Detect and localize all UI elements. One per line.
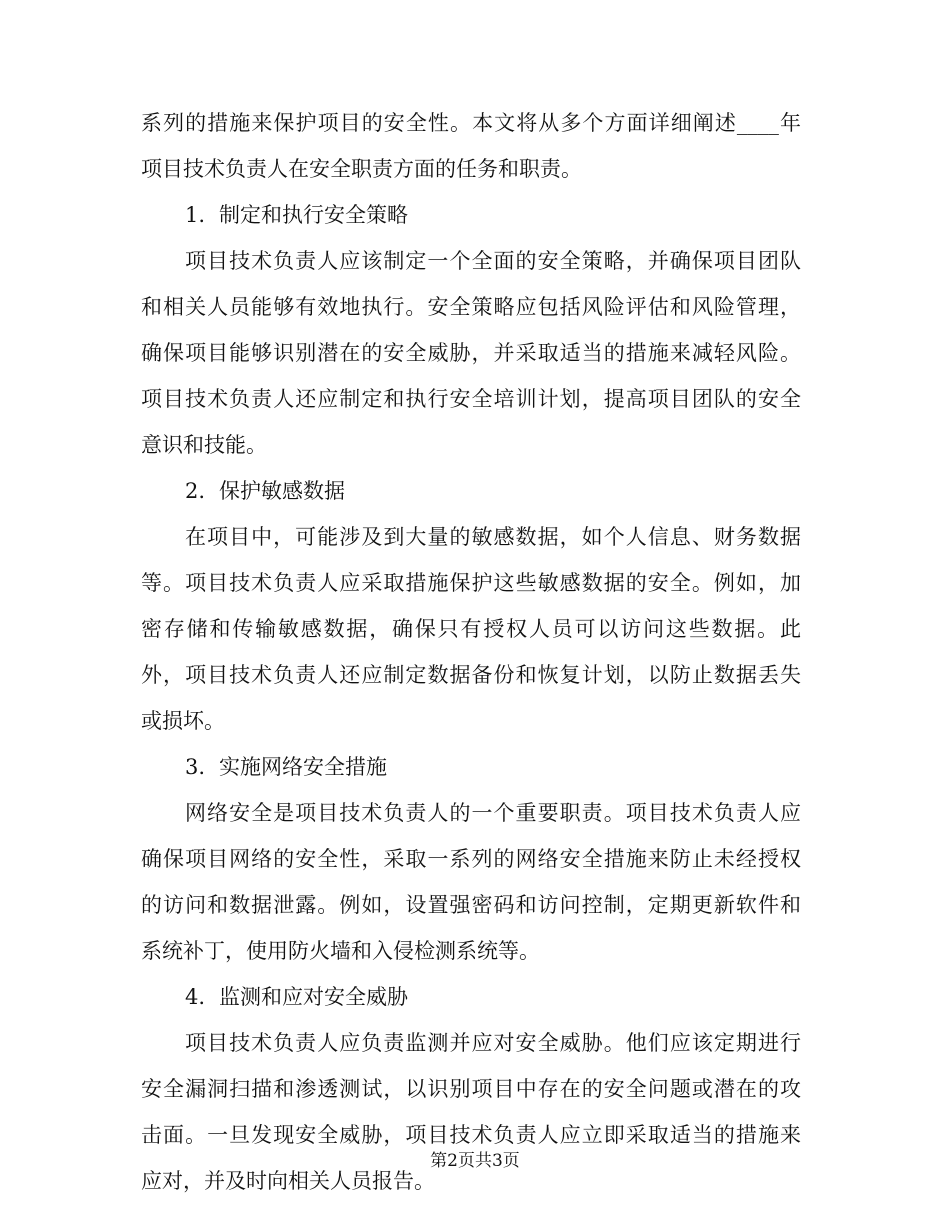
paragraph-line: 和相关人员能够有效地执行。安全策略应包括风险评估和风险管理，: [141, 295, 801, 319]
intro-line: 系列的措施来保护项目的安全性。本文将从多个方面详细阐述____年: [141, 111, 801, 135]
paragraph-line: 安全漏洞扫描和渗透测试，以识别项目中存在的安全问题或潜在的攻: [141, 1077, 801, 1101]
paragraph-line: 或损坏。: [141, 709, 225, 733]
paragraph-line: 项目技术负责人应该制定一个全面的安全策略，并确保项目团队: [185, 249, 801, 273]
section-number: 4.: [185, 985, 206, 1009]
paragraph-line: 项目技术负责人还应制定和执行安全培训计划，提高项目团队的安全: [141, 387, 801, 411]
section-heading: [141, 192, 801, 238]
section-heading: [141, 468, 801, 514]
section-heading: [141, 974, 801, 1020]
section-number: 3.: [185, 755, 206, 779]
paragraph-line: 击面。一旦发现安全威胁，项目技术负责人应立即采取适当的措施来: [141, 1123, 801, 1147]
section-title: 制定和执行安全策略: [219, 203, 408, 227]
paragraph-line: 系统补丁，使用防火墙和入侵检测系统等。: [141, 939, 540, 963]
paragraph-line: 确保项目网络的安全性，采取一系列的网络安全措施来防止未经授权: [141, 847, 801, 871]
paragraph-line: 确保项目能够识别潜在的安全威胁，并采取适当的措施来减轻风险。: [141, 341, 801, 365]
section-title: 实施网络安全措施: [219, 755, 387, 779]
section-heading: [141, 744, 801, 790]
paragraph-line: 意识和技能。: [141, 433, 267, 457]
section-title: 保护敏感数据: [219, 479, 345, 503]
section-number: 2.: [185, 479, 206, 503]
section-number: 1.: [185, 203, 206, 227]
paragraph-line: 网络安全是项目技术负责人的一个重要职责。项目技术负责人应: [185, 801, 801, 825]
section-title: 监测和应对安全威胁: [219, 985, 408, 1009]
paragraph-line: 应对，并及时向相关人员报告。: [141, 1169, 435, 1193]
paragraph-line: 项目技术负责人应负责监测并应对安全威胁。他们应该定期进行: [185, 1031, 801, 1055]
paragraph-line: 等。项目技术负责人应采取措施保护这些敏感数据的安全。例如，加: [141, 571, 801, 595]
page-number: 第2页共3页: [430, 1151, 520, 1171]
document-body: [141, 100, 801, 1204]
paragraph-line: 外，项目技术负责人还应制定数据备份和恢复计划，以防止数据丢失: [141, 663, 801, 687]
paragraph-line: 密存储和传输敏感数据，确保只有授权人员可以访问这些数据。此: [141, 617, 801, 641]
paragraph-line: 在项目中，可能涉及到大量的敏感数据，如个人信息、财务数据: [185, 525, 801, 549]
paragraph-line: 的访问和数据泄露。例如，设置强密码和访问控制，定期更新软件和: [141, 893, 801, 917]
intro-line: 项目技术负责人在安全职责方面的任务和职责。: [141, 157, 582, 181]
